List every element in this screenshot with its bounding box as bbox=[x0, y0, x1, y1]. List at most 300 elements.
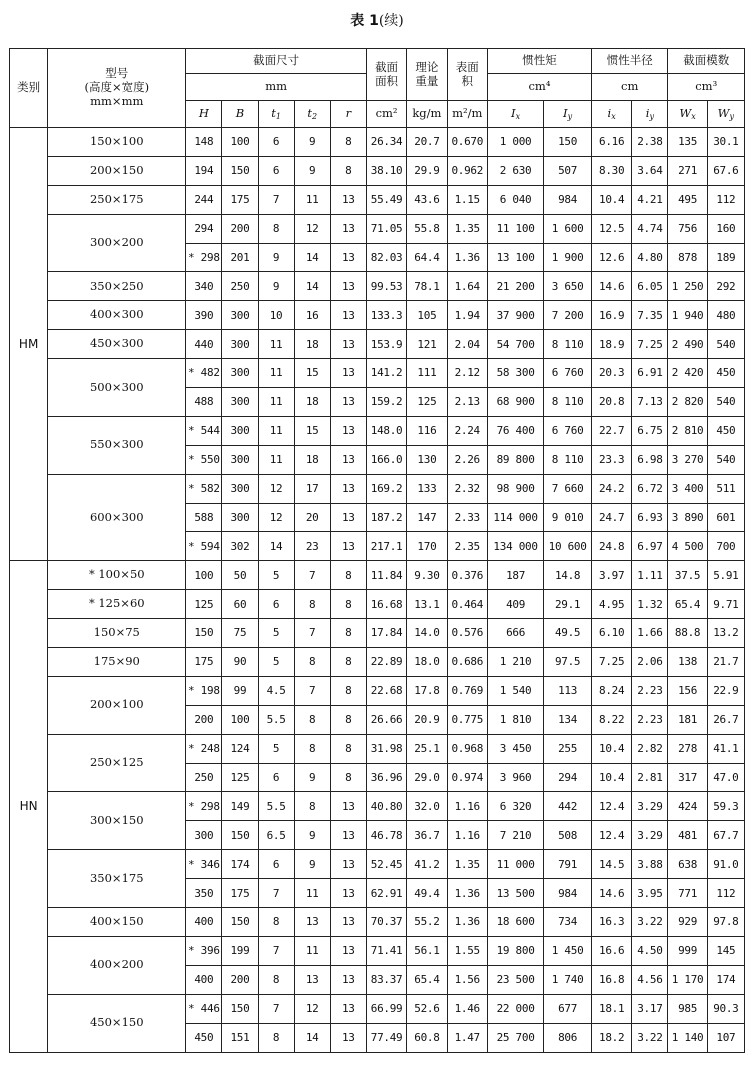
value-cell: 2.26 bbox=[447, 445, 487, 474]
value-cell: 12.4 bbox=[591, 792, 631, 821]
value-cell: 13 bbox=[330, 503, 366, 532]
value-cell: 97.8 bbox=[707, 908, 744, 937]
value-cell: 11 000 bbox=[487, 850, 543, 879]
value-cell: 20.8 bbox=[591, 388, 631, 417]
value-cell: 22.7 bbox=[591, 416, 631, 445]
value-cell: 11 bbox=[294, 936, 330, 965]
value-cell: 255 bbox=[544, 734, 592, 763]
value-cell: 14 bbox=[294, 243, 330, 272]
value-cell: 1 540 bbox=[487, 676, 543, 705]
header-weight-unit: kg/m bbox=[407, 101, 447, 128]
value-cell: 14.5 bbox=[591, 850, 631, 879]
value-cell: 511 bbox=[707, 474, 744, 503]
model-cell: 300×200 bbox=[48, 214, 186, 272]
value-cell: 6.72 bbox=[632, 474, 668, 503]
value-cell: 5 bbox=[258, 619, 294, 648]
value-cell: 71.05 bbox=[366, 214, 406, 243]
value-cell: 14.0 bbox=[407, 619, 447, 648]
table-row bbox=[10, 936, 745, 965]
value-cell: * 594 bbox=[186, 532, 222, 561]
value-cell: 38.10 bbox=[366, 156, 406, 185]
value-cell: 7 200 bbox=[544, 301, 592, 330]
value-cell: 3.17 bbox=[632, 994, 668, 1023]
value-cell: 16.8 bbox=[591, 965, 631, 994]
value-cell: 8 bbox=[330, 156, 366, 185]
header-section-dims: 截面尺寸 bbox=[186, 49, 367, 74]
value-cell: 175 bbox=[222, 879, 258, 908]
value-cell: * 396 bbox=[186, 936, 222, 965]
value-cell: 12 bbox=[258, 503, 294, 532]
value-cell: 13 bbox=[330, 936, 366, 965]
value-cell: 7 bbox=[258, 936, 294, 965]
steel-section-table bbox=[9, 48, 745, 1053]
value-cell: 153.9 bbox=[366, 330, 406, 359]
value-cell: 181 bbox=[668, 705, 707, 734]
value-cell: 6.5 bbox=[258, 821, 294, 850]
value-cell: 1.36 bbox=[447, 879, 487, 908]
value-cell: 2.38 bbox=[632, 128, 668, 157]
value-cell: 8.24 bbox=[591, 676, 631, 705]
value-cell: 4.21 bbox=[632, 185, 668, 214]
value-cell: 6 bbox=[258, 156, 294, 185]
value-cell: 90.3 bbox=[707, 994, 744, 1023]
value-cell: 11 bbox=[294, 879, 330, 908]
value-cell: 166.0 bbox=[366, 445, 406, 474]
value-cell: 76 400 bbox=[487, 416, 543, 445]
value-cell: 116 bbox=[407, 416, 447, 445]
value-cell: 41.1 bbox=[707, 734, 744, 763]
value-cell: 7 bbox=[294, 619, 330, 648]
value-cell: 3.22 bbox=[632, 908, 668, 937]
value-cell: 13 bbox=[294, 908, 330, 937]
value-cell: 13 bbox=[330, 445, 366, 474]
table-row bbox=[10, 214, 745, 243]
value-cell: 0.376 bbox=[447, 561, 487, 590]
value-cell: 6 760 bbox=[544, 359, 592, 388]
value-cell: 8 bbox=[330, 561, 366, 590]
value-cell: 508 bbox=[544, 821, 592, 850]
value-cell: 124 bbox=[222, 734, 258, 763]
value-cell: 450 bbox=[707, 359, 744, 388]
value-cell: 2 420 bbox=[668, 359, 707, 388]
value-cell: 0.686 bbox=[447, 648, 487, 677]
value-cell: 6 040 bbox=[487, 185, 543, 214]
value-cell: 13 bbox=[330, 821, 366, 850]
value-cell: 175 bbox=[186, 648, 222, 677]
value-cell: 340 bbox=[186, 272, 222, 301]
value-cell: 194 bbox=[186, 156, 222, 185]
value-cell: 23 bbox=[294, 532, 330, 561]
table-row bbox=[10, 561, 745, 590]
value-cell: 390 bbox=[186, 301, 222, 330]
value-cell: 1.32 bbox=[632, 590, 668, 619]
value-cell: 22.89 bbox=[366, 648, 406, 677]
value-cell: 878 bbox=[668, 243, 707, 272]
value-cell: 121 bbox=[407, 330, 447, 359]
value-cell: 12 bbox=[294, 214, 330, 243]
value-cell: 3 650 bbox=[544, 272, 592, 301]
value-cell: 7.35 bbox=[632, 301, 668, 330]
value-cell: 13 bbox=[330, 185, 366, 214]
value-cell: 400 bbox=[186, 908, 222, 937]
table-body bbox=[10, 128, 745, 1053]
value-cell: 20.9 bbox=[407, 705, 447, 734]
value-cell: 12.5 bbox=[591, 214, 631, 243]
value-cell: 6.05 bbox=[632, 272, 668, 301]
value-cell: 70.37 bbox=[366, 908, 406, 937]
table-row bbox=[10, 185, 745, 214]
value-cell: 8 bbox=[258, 1023, 294, 1052]
value-cell: * 248 bbox=[186, 734, 222, 763]
table-caption bbox=[0, 10, 754, 30]
value-cell: 12.4 bbox=[591, 821, 631, 850]
value-cell: 294 bbox=[544, 763, 592, 792]
value-cell: 984 bbox=[544, 185, 592, 214]
value-cell: 4.56 bbox=[632, 965, 668, 994]
value-cell: 40.80 bbox=[366, 792, 406, 821]
value-cell: 16.3 bbox=[591, 908, 631, 937]
value-cell: 125 bbox=[222, 763, 258, 792]
model-cell: 550×300 bbox=[48, 416, 186, 474]
value-cell: 1 450 bbox=[544, 936, 592, 965]
value-cell: 8 bbox=[258, 908, 294, 937]
value-cell: 90 bbox=[222, 648, 258, 677]
value-cell: 13 bbox=[330, 908, 366, 937]
model-cell: 400×150 bbox=[48, 908, 186, 937]
value-cell: 37.5 bbox=[668, 561, 707, 590]
value-cell: 734 bbox=[544, 908, 592, 937]
value-cell: 88.8 bbox=[668, 619, 707, 648]
value-cell: 8 bbox=[258, 965, 294, 994]
value-cell: 0.576 bbox=[447, 619, 487, 648]
value-cell: 677 bbox=[544, 994, 592, 1023]
value-cell: 82.03 bbox=[366, 243, 406, 272]
header-surface-unit: m²/m bbox=[447, 101, 487, 128]
value-cell: 135 bbox=[668, 128, 707, 157]
value-cell: 21 200 bbox=[487, 272, 543, 301]
header-ix: $i_x$ bbox=[591, 101, 631, 128]
value-cell: * 544 bbox=[186, 416, 222, 445]
value-cell: 52.45 bbox=[366, 850, 406, 879]
value-cell: 8 bbox=[330, 734, 366, 763]
value-cell: 20 bbox=[294, 503, 330, 532]
value-cell: 4.74 bbox=[632, 214, 668, 243]
header-section-dims-unit: mm bbox=[186, 74, 367, 101]
table-row bbox=[10, 359, 745, 388]
value-cell: * 298 bbox=[186, 792, 222, 821]
value-cell: 11 bbox=[258, 445, 294, 474]
value-cell: 9 bbox=[258, 243, 294, 272]
value-cell: 22 000 bbox=[487, 994, 543, 1023]
value-cell: 201 bbox=[222, 243, 258, 272]
value-cell: 125 bbox=[407, 388, 447, 417]
table-row bbox=[10, 156, 745, 185]
value-cell: 23.3 bbox=[591, 445, 631, 474]
value-cell: 99.53 bbox=[366, 272, 406, 301]
value-cell: 588 bbox=[186, 503, 222, 532]
value-cell: 3.97 bbox=[591, 561, 631, 590]
value-cell: 8 110 bbox=[544, 445, 592, 474]
value-cell: 14 bbox=[258, 532, 294, 561]
value-cell: 71.41 bbox=[366, 936, 406, 965]
value-cell: 24.8 bbox=[591, 532, 631, 561]
value-cell: 6 bbox=[258, 590, 294, 619]
value-cell: 10.4 bbox=[591, 763, 631, 792]
table-continued: (续) bbox=[378, 13, 404, 29]
value-cell: 300 bbox=[186, 821, 222, 850]
value-cell: 149 bbox=[222, 792, 258, 821]
value-cell: 0.464 bbox=[447, 590, 487, 619]
value-cell: 2.23 bbox=[632, 705, 668, 734]
table-row bbox=[10, 474, 745, 503]
value-cell: 300 bbox=[222, 503, 258, 532]
value-cell: 5 bbox=[258, 648, 294, 677]
value-cell: 133 bbox=[407, 474, 447, 503]
value-cell: 11 bbox=[258, 359, 294, 388]
value-cell: 1.46 bbox=[447, 994, 487, 1023]
value-cell: 540 bbox=[707, 388, 744, 417]
value-cell: * 298 bbox=[186, 243, 222, 272]
value-cell: 9 bbox=[294, 763, 330, 792]
value-cell: 0.962 bbox=[447, 156, 487, 185]
value-cell: 23 500 bbox=[487, 965, 543, 994]
value-cell: 8 bbox=[330, 705, 366, 734]
value-cell: 424 bbox=[668, 792, 707, 821]
value-cell: 24.7 bbox=[591, 503, 631, 532]
value-cell: 5.91 bbox=[707, 561, 744, 590]
value-cell: 200 bbox=[222, 214, 258, 243]
value-cell: 18.0 bbox=[407, 648, 447, 677]
value-cell: 3.29 bbox=[632, 792, 668, 821]
value-cell: 0.769 bbox=[447, 676, 487, 705]
value-cell: 156 bbox=[668, 676, 707, 705]
value-cell: 271 bbox=[668, 156, 707, 185]
value-cell: 2.32 bbox=[447, 474, 487, 503]
header-t2: $t_2$ bbox=[294, 101, 330, 128]
model-cell: 450×150 bbox=[48, 994, 186, 1052]
value-cell: 1 810 bbox=[487, 705, 543, 734]
value-cell: * 198 bbox=[186, 676, 222, 705]
value-cell: 2.06 bbox=[632, 648, 668, 677]
value-cell: 36.96 bbox=[366, 763, 406, 792]
header-r: r bbox=[330, 101, 366, 128]
value-cell: 12 bbox=[258, 474, 294, 503]
value-cell: 7 bbox=[294, 676, 330, 705]
value-cell: 14 bbox=[294, 272, 330, 301]
model-cell: 150×75 bbox=[48, 619, 186, 648]
value-cell: 13 bbox=[330, 792, 366, 821]
value-cell: 12 bbox=[294, 994, 330, 1023]
value-cell: 6.91 bbox=[632, 359, 668, 388]
value-cell: 13 100 bbox=[487, 243, 543, 272]
value-cell: 68 900 bbox=[487, 388, 543, 417]
value-cell: 7 bbox=[258, 879, 294, 908]
value-cell: 105 bbox=[407, 301, 447, 330]
value-cell: 2 490 bbox=[668, 330, 707, 359]
value-cell: 480 bbox=[707, 301, 744, 330]
value-cell: 4.50 bbox=[632, 936, 668, 965]
table-row bbox=[10, 994, 745, 1023]
value-cell: 47.0 bbox=[707, 763, 744, 792]
value-cell: 2.24 bbox=[447, 416, 487, 445]
value-cell: 18 bbox=[294, 330, 330, 359]
value-cell: 4 500 bbox=[668, 532, 707, 561]
value-cell: 6.93 bbox=[632, 503, 668, 532]
value-cell: 4.5 bbox=[258, 676, 294, 705]
value-cell: 11 100 bbox=[487, 214, 543, 243]
value-cell: 3 960 bbox=[487, 763, 543, 792]
value-cell: 112 bbox=[707, 879, 744, 908]
value-cell: 3 890 bbox=[668, 503, 707, 532]
value-cell: 11 bbox=[258, 416, 294, 445]
value-cell: 49.4 bbox=[407, 879, 447, 908]
header-Iy: $I_y$ bbox=[544, 101, 592, 128]
header-surface: 表面 积 bbox=[447, 49, 487, 101]
value-cell: 1.15 bbox=[447, 185, 487, 214]
value-cell: 11 bbox=[258, 330, 294, 359]
value-cell: * 582 bbox=[186, 474, 222, 503]
value-cell: 13 bbox=[330, 532, 366, 561]
value-cell: 134 000 bbox=[487, 532, 543, 561]
value-cell: 442 bbox=[544, 792, 592, 821]
value-cell: 147 bbox=[407, 503, 447, 532]
value-cell: 174 bbox=[707, 965, 744, 994]
value-cell: 9 010 bbox=[544, 503, 592, 532]
value-cell: 3 270 bbox=[668, 445, 707, 474]
value-cell: 2 810 bbox=[668, 416, 707, 445]
value-cell: 13 bbox=[330, 474, 366, 503]
value-cell: 217.1 bbox=[366, 532, 406, 561]
value-cell: 300 bbox=[222, 416, 258, 445]
model-cell: 350×250 bbox=[48, 272, 186, 301]
value-cell: 999 bbox=[668, 936, 707, 965]
value-cell: 170 bbox=[407, 532, 447, 561]
value-cell: 14.6 bbox=[591, 879, 631, 908]
value-cell: 2.13 bbox=[447, 388, 487, 417]
value-cell: 488 bbox=[186, 388, 222, 417]
value-cell: 11.84 bbox=[366, 561, 406, 590]
table-row bbox=[10, 792, 745, 821]
value-cell: 601 bbox=[707, 503, 744, 532]
value-cell: 56.1 bbox=[407, 936, 447, 965]
value-cell: 1 170 bbox=[668, 965, 707, 994]
value-cell: 1.35 bbox=[447, 850, 487, 879]
header-Wy: $W_y$ bbox=[707, 101, 744, 128]
value-cell: 9.30 bbox=[407, 561, 447, 590]
value-cell: 20.3 bbox=[591, 359, 631, 388]
value-cell: 1.66 bbox=[632, 619, 668, 648]
value-cell: 2 820 bbox=[668, 388, 707, 417]
value-cell: 134 bbox=[544, 705, 592, 734]
header-radius: 惯性半径 bbox=[591, 49, 667, 74]
value-cell: 9.71 bbox=[707, 590, 744, 619]
value-cell: 8 bbox=[294, 705, 330, 734]
value-cell: 17 bbox=[294, 474, 330, 503]
value-cell: 13 bbox=[330, 272, 366, 301]
value-cell: 111 bbox=[407, 359, 447, 388]
value-cell: 1 940 bbox=[668, 301, 707, 330]
value-cell: 100 bbox=[222, 705, 258, 734]
table-row bbox=[10, 734, 745, 763]
value-cell: 199 bbox=[222, 936, 258, 965]
value-cell: 18.9 bbox=[591, 330, 631, 359]
value-cell: 1.56 bbox=[447, 965, 487, 994]
value-cell: 55.49 bbox=[366, 185, 406, 214]
table-row bbox=[10, 301, 745, 330]
model-cell: 300×150 bbox=[48, 792, 186, 850]
value-cell: * 482 bbox=[186, 359, 222, 388]
value-cell: 30.1 bbox=[707, 128, 744, 157]
value-cell: 7 660 bbox=[544, 474, 592, 503]
value-cell: 10.4 bbox=[591, 185, 631, 214]
value-cell: 29.1 bbox=[544, 590, 592, 619]
header-inertia-unit: cm⁴ bbox=[487, 74, 591, 101]
value-cell: 200 bbox=[186, 705, 222, 734]
table-row bbox=[10, 590, 745, 619]
value-cell: 5.5 bbox=[258, 792, 294, 821]
value-cell: 7 bbox=[294, 561, 330, 590]
value-cell: 25 700 bbox=[487, 1023, 543, 1052]
value-cell: 3.64 bbox=[632, 156, 668, 185]
value-cell: 1.36 bbox=[447, 243, 487, 272]
value-cell: 60 bbox=[222, 590, 258, 619]
value-cell: 55.8 bbox=[407, 214, 447, 243]
value-cell: 13.2 bbox=[707, 619, 744, 648]
value-cell: 83.37 bbox=[366, 965, 406, 994]
value-cell: 13 bbox=[330, 965, 366, 994]
value-cell: 1.36 bbox=[447, 908, 487, 937]
value-cell: 0.775 bbox=[447, 705, 487, 734]
value-cell: 13 bbox=[330, 243, 366, 272]
value-cell: 18 600 bbox=[487, 908, 543, 937]
value-cell: 125 bbox=[186, 590, 222, 619]
value-cell: 300 bbox=[222, 359, 258, 388]
value-cell: 8 bbox=[258, 214, 294, 243]
value-cell: 138 bbox=[668, 648, 707, 677]
value-cell: 540 bbox=[707, 445, 744, 474]
value-cell: * 550 bbox=[186, 445, 222, 474]
value-cell: 6 bbox=[258, 850, 294, 879]
value-cell: 12.6 bbox=[591, 243, 631, 272]
value-cell: 24.2 bbox=[591, 474, 631, 503]
value-cell: 14.6 bbox=[591, 272, 631, 301]
value-cell: 8 bbox=[330, 676, 366, 705]
value-cell: 107 bbox=[707, 1023, 744, 1052]
value-cell: 19 800 bbox=[487, 936, 543, 965]
value-cell: 37 900 bbox=[487, 301, 543, 330]
table-row bbox=[10, 416, 745, 445]
value-cell: 1 140 bbox=[668, 1023, 707, 1052]
value-cell: 481 bbox=[668, 821, 707, 850]
value-cell: 22.68 bbox=[366, 676, 406, 705]
value-cell: 7 bbox=[258, 185, 294, 214]
value-cell: 700 bbox=[707, 532, 744, 561]
value-cell: 540 bbox=[707, 330, 744, 359]
value-cell: 771 bbox=[668, 879, 707, 908]
value-cell: 52.6 bbox=[407, 994, 447, 1023]
value-cell: 7.25 bbox=[591, 648, 631, 677]
value-cell: 1.16 bbox=[447, 821, 487, 850]
value-cell: 8 bbox=[294, 734, 330, 763]
value-cell: 5 bbox=[258, 734, 294, 763]
value-cell: 160 bbox=[707, 214, 744, 243]
value-cell: 300 bbox=[222, 474, 258, 503]
value-cell: 11 bbox=[294, 185, 330, 214]
header-model: 型号 (高度×宽度) mm×mm bbox=[48, 49, 186, 128]
model-cell: * 100×50 bbox=[48, 561, 186, 590]
category-cell: HN bbox=[10, 561, 48, 1052]
value-cell: 13 bbox=[330, 330, 366, 359]
